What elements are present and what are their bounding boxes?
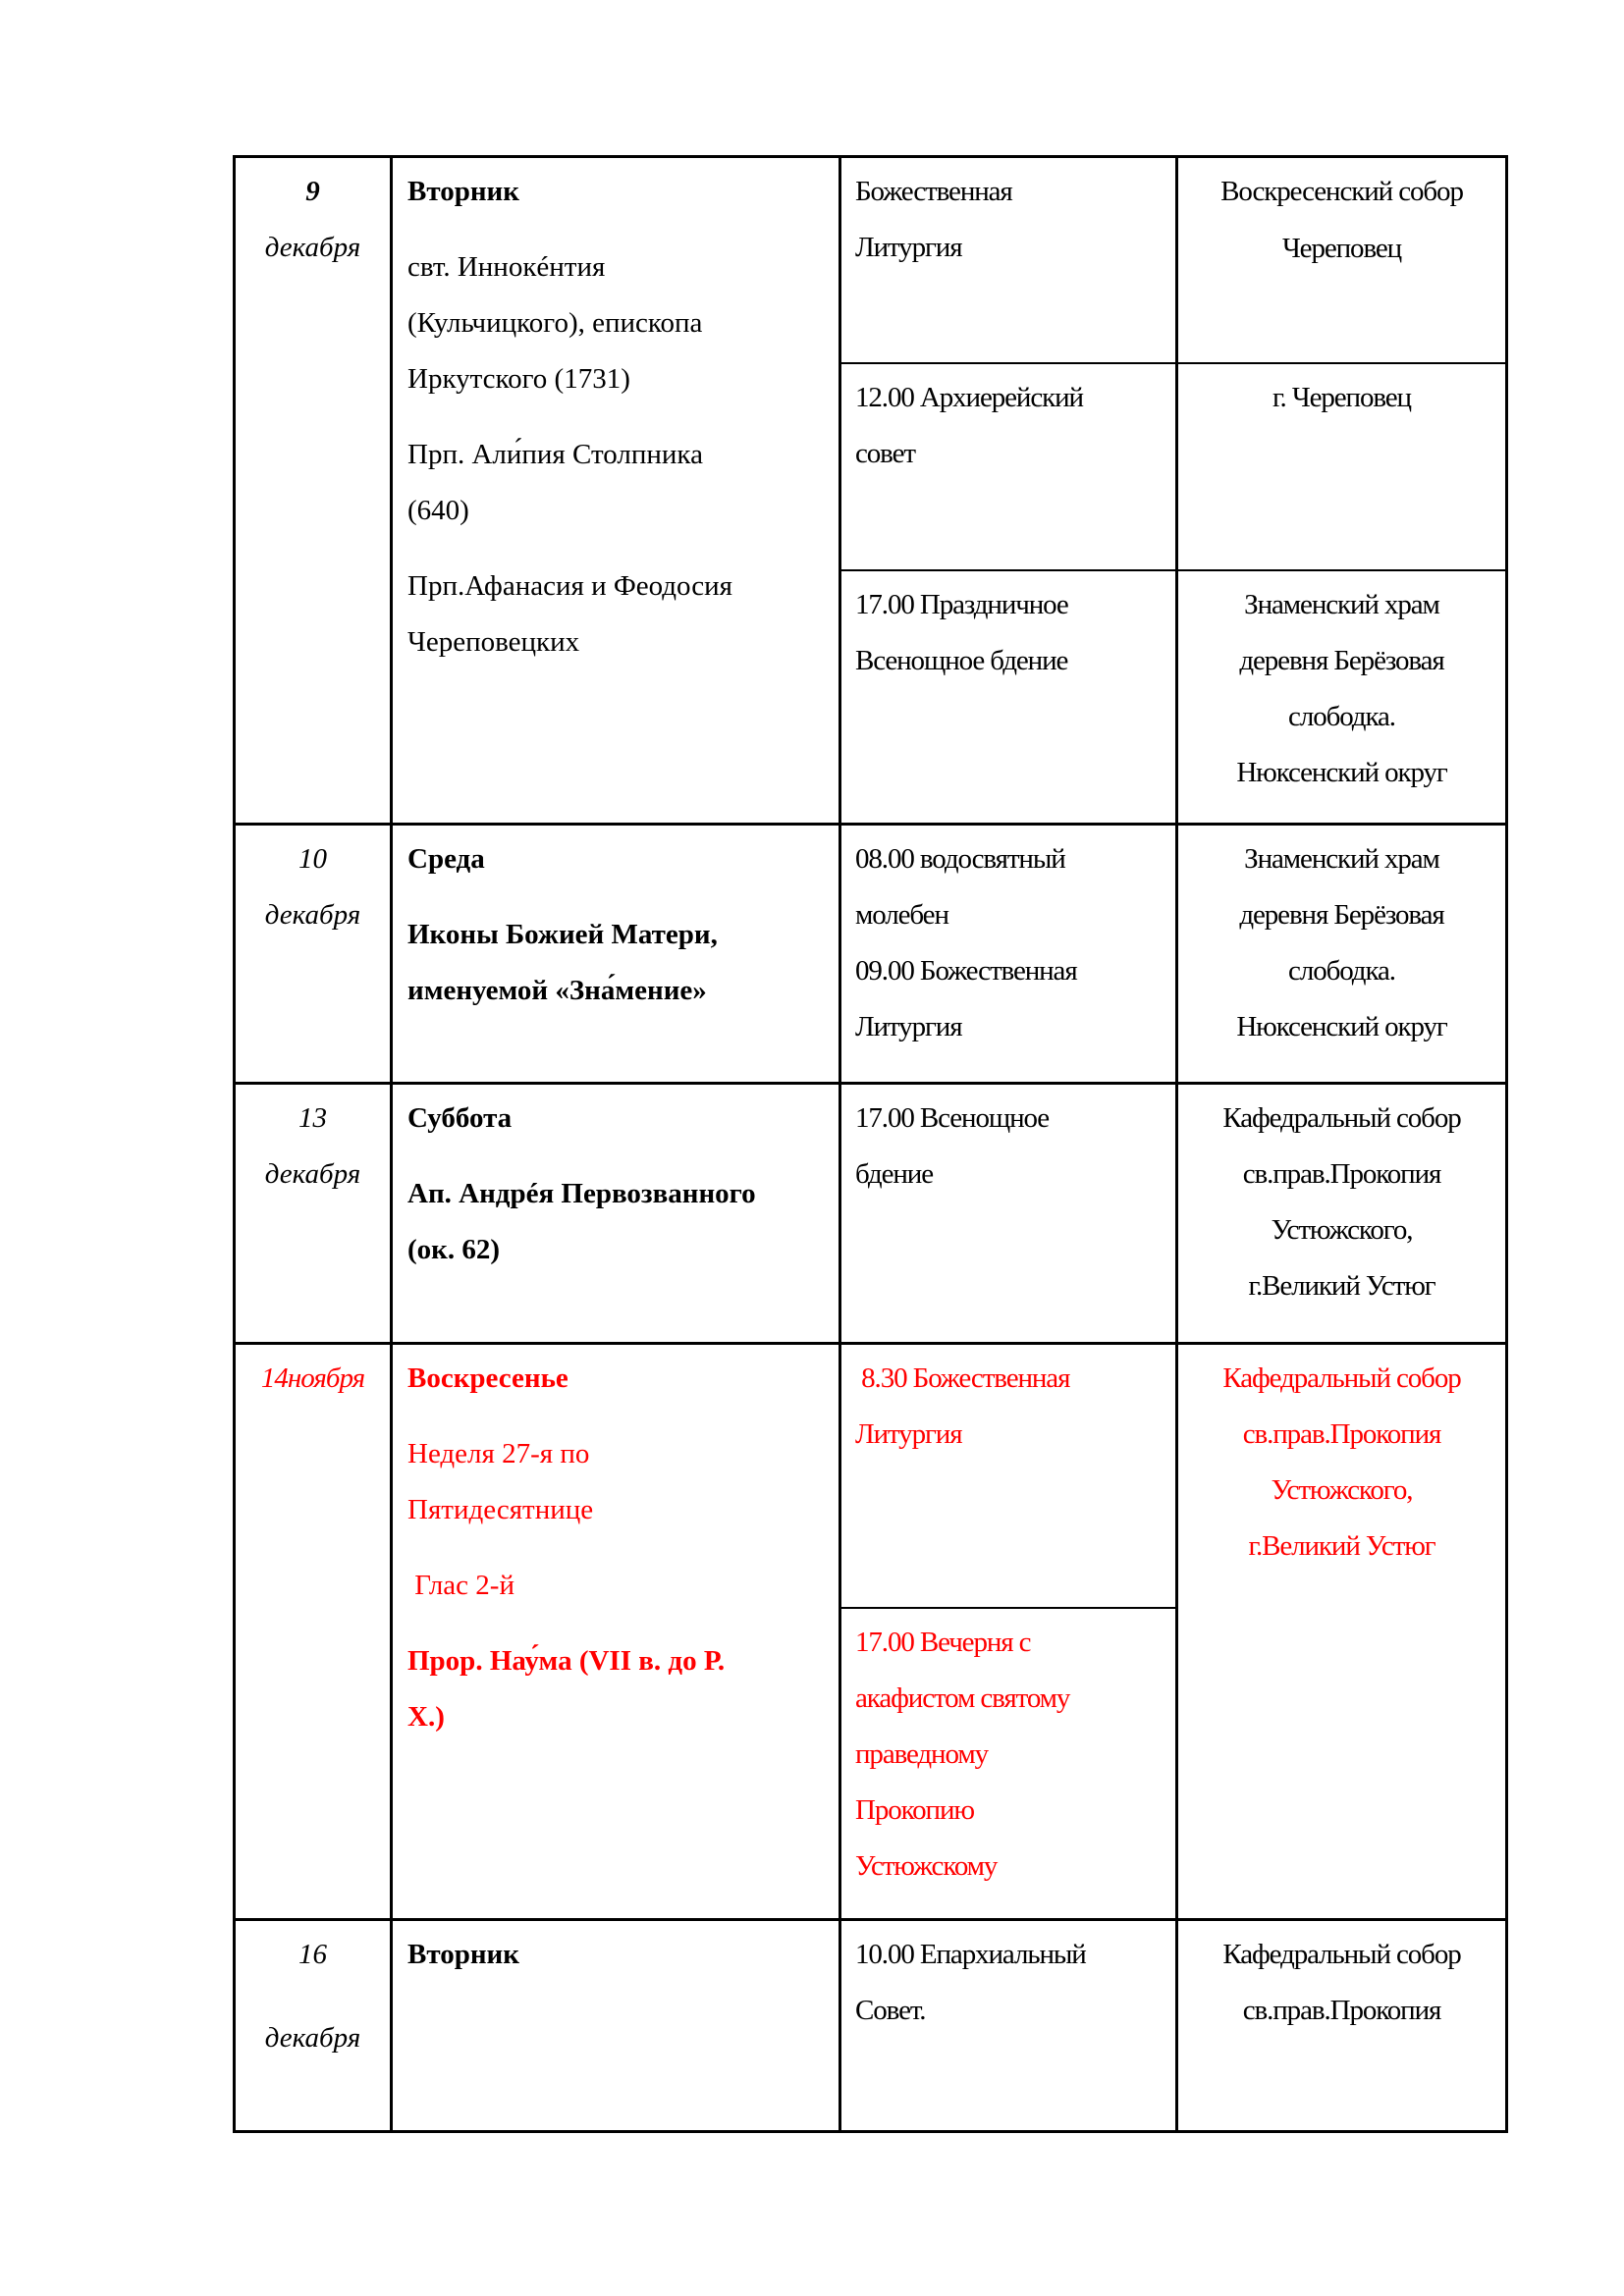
feast-line: Пятидесятнице — [407, 1494, 594, 1525]
service-cell — [841, 1345, 1175, 1463]
service-line: Устюжскому — [855, 1850, 998, 1882]
feast-cell — [393, 826, 839, 1019]
service-line: Литургия — [855, 1418, 962, 1450]
location-line: Кафедральный собор — [1222, 1939, 1461, 1970]
service-line: праведному — [855, 1738, 988, 1770]
location-cell — [1178, 826, 1505, 1055]
service-line: бдение — [855, 1158, 933, 1190]
date-day: 16 — [298, 1939, 327, 1970]
date-month: декабря — [264, 2022, 361, 2054]
feast-line: Прп. Али́пия Столпника — [407, 439, 703, 470]
location-line: Знаменский храм — [1244, 843, 1439, 875]
date-cell — [236, 158, 390, 276]
service-cell — [841, 1085, 1175, 1202]
location-line: г.Великий Устюг — [1248, 1270, 1435, 1302]
service-cell — [841, 1609, 1175, 1895]
feast-line: Череповецких — [407, 626, 580, 658]
feast-line: Неделя 27-я по — [407, 1438, 590, 1469]
date-cell — [236, 826, 390, 943]
location-line: деревня Берёзовая — [1239, 899, 1444, 931]
location-line: св.прав.Прокопия — [1242, 1418, 1441, 1450]
feast-line: (Кульчицкого), епископа — [407, 307, 703, 339]
feast-cell — [393, 1085, 839, 1278]
date-day: 10 — [298, 843, 327, 875]
location-line: Кафедральный собор — [1222, 1102, 1461, 1134]
location-line: г. Череповец — [1272, 382, 1411, 413]
location-line: Воскресенский собор — [1220, 176, 1463, 207]
feast-line: свт. Иннокéнтия — [407, 251, 606, 283]
feast-cell — [393, 1921, 839, 1983]
feast-line: именуемой «Зна́мение» — [407, 975, 707, 1006]
service-line: Совет. — [855, 1995, 926, 2026]
service-line: Литургия — [855, 1011, 962, 1042]
date-cell — [236, 1345, 390, 1407]
feast-line: (640) — [407, 495, 469, 526]
feast-line: Глас 2-й — [407, 1570, 514, 1601]
service-line: Прокопию — [855, 1794, 974, 1826]
location-line: Устюжского, — [1271, 1214, 1413, 1246]
date-month: декабря — [264, 899, 361, 931]
feast-line: Прп.Афанасия и Феодосия — [407, 570, 733, 602]
service-line: 08.00 водосвятный — [855, 843, 1065, 875]
service-line: Литургия — [855, 232, 962, 263]
feast-line: Х.) — [407, 1701, 445, 1733]
date-month: декабря — [264, 1158, 361, 1190]
service-line: 17.00 Всенощное — [855, 1102, 1050, 1134]
location-line: Череповец — [1281, 233, 1402, 264]
service-line: совет — [855, 438, 915, 469]
service-line: Всенощное бдение — [855, 645, 1068, 676]
table-border-right — [1505, 155, 1508, 2133]
service-line: 10.00 Епархиальный — [855, 1939, 1086, 1970]
date-cell — [236, 1085, 390, 1202]
location-line: св.прав.Прокопия — [1242, 1158, 1441, 1190]
date-full: 14ноября — [260, 1362, 365, 1394]
table-border-bottom — [233, 2130, 1508, 2133]
weekday: Воскресенье — [407, 1362, 568, 1394]
date-month: декабря — [264, 232, 361, 263]
location-line: Знаменский храм — [1244, 589, 1439, 620]
service-cell — [841, 1921, 1175, 2039]
service-cell — [841, 571, 1175, 689]
weekday: Вторник — [407, 1939, 519, 1970]
location-cell — [1178, 1921, 1505, 2039]
location-line: Устюжского, — [1271, 1474, 1413, 1506]
date-day: 13 — [298, 1102, 327, 1134]
service-line: 8.30 Божественная — [855, 1362, 1070, 1394]
service-line: Божественная — [855, 176, 1012, 207]
service-line: 17.00 Вечерня с — [855, 1627, 1031, 1658]
location-line: г.Великий Устюг — [1248, 1530, 1435, 1562]
location-line: Кафедральный собор — [1222, 1362, 1461, 1394]
feast-line: (ок. 62) — [407, 1234, 501, 1265]
service-line: 17.00 Праздничное — [855, 589, 1068, 620]
feast-cell — [393, 1345, 839, 1745]
location-cell — [1178, 364, 1505, 426]
schedule-table — [233, 155, 1508, 2133]
location-cell — [1178, 1345, 1505, 1575]
service-cell — [841, 364, 1175, 482]
location-line: Нюксенский округ — [1236, 757, 1447, 788]
feast-line: Ап. Андрéя Первозванного — [407, 1178, 756, 1209]
date-cell — [236, 1921, 390, 2066]
weekday: Среда — [407, 843, 485, 875]
feast-cell — [393, 158, 839, 670]
location-cell — [1178, 1085, 1505, 1314]
weekday: Суббота — [407, 1102, 513, 1134]
location-cell — [1178, 158, 1505, 304]
feast-line: Иркутского (1731) — [407, 363, 630, 395]
service-cell — [841, 826, 1175, 1055]
service-line: 12.00 Архиерейский — [855, 382, 1083, 413]
location-cell — [1178, 571, 1505, 801]
date-day: 9 — [305, 176, 320, 207]
feast-line: Иконы Божией Матери, — [407, 919, 718, 950]
location-line: слободка. — [1288, 701, 1395, 732]
weekday: Вторник — [407, 176, 519, 207]
feast-line: Прор. Нау́ма (VII в. до Р. — [407, 1645, 726, 1677]
service-cell — [841, 158, 1175, 276]
service-line: акафистом святому — [855, 1682, 1070, 1714]
location-line: деревня Берёзовая — [1239, 645, 1444, 676]
service-line: молебен — [855, 899, 948, 931]
service-line: 09.00 Божественная — [855, 955, 1077, 987]
location-line: слободка. — [1288, 955, 1395, 987]
location-line: Нюксенский округ — [1236, 1011, 1447, 1042]
location-line: св.прав.Прокопия — [1242, 1995, 1441, 2026]
